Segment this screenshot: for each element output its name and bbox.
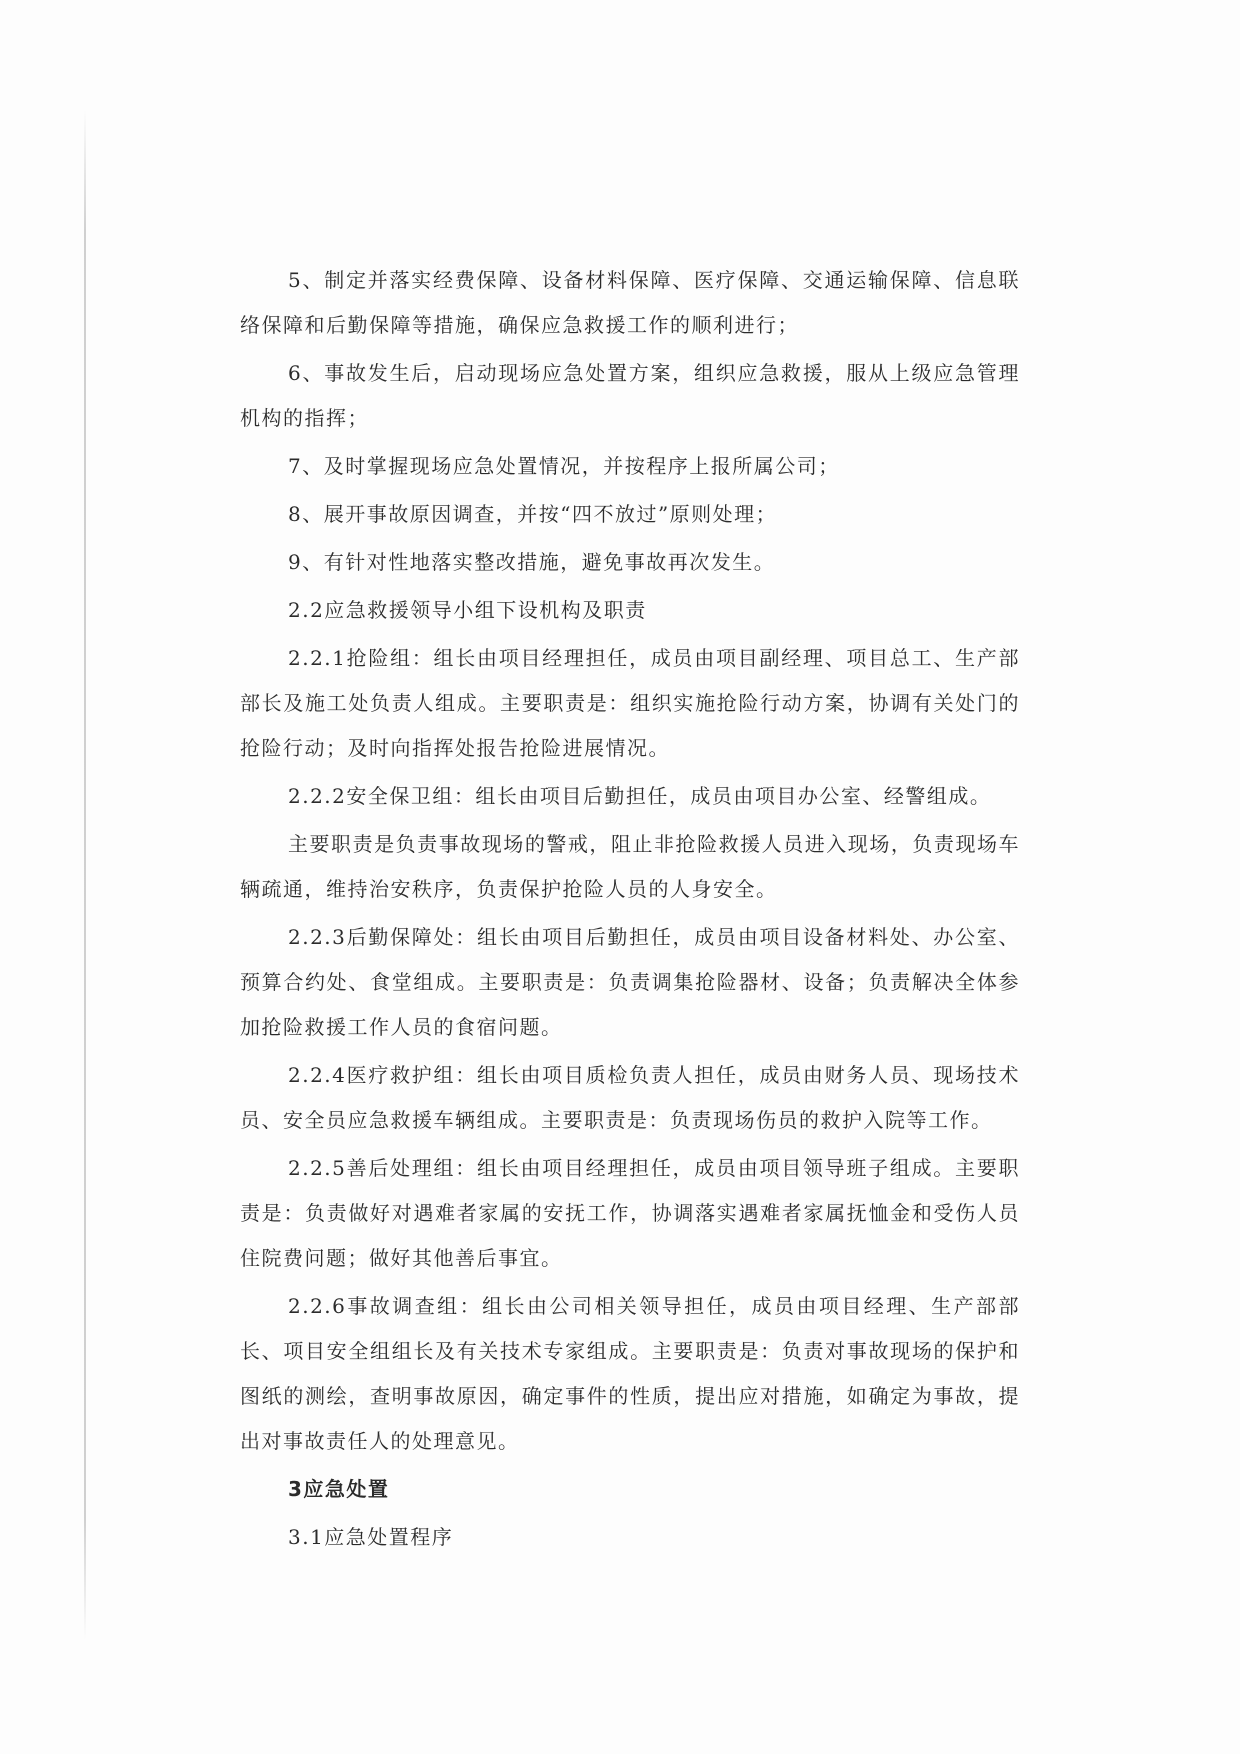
paragraph-2-2-1: 2.2.1抢险组：组长由项目经理担任，成员由项目副经理、项目总工、生产部部长及施工处负责人组成。主要职责是：组织实施抢险行动方案，协调有关处门的抢险行动；及时向指挥处报告抢险进展情况。 <box>240 646 1020 760</box>
paragraph-2-2-3: 2.2.3后勤保障处：组长由项目后勤担任，成员由项目设备材料处、办公室、预算合约处、食堂组成。主要职责是：负责调集抢险器材、设备；负责解决全体参加抢险救援工作人员的食宿问题。 <box>240 925 1020 1039</box>
paragraph-item-9: 9、有针对性地落实整改措施，避免事故再次发生。 <box>288 550 776 574</box>
subheading-3-1: 3.1应急处置程序 <box>288 1525 454 1549</box>
paragraph-item-5: 5、制定并落实经费保障、设备材料保障、医疗保障、交通运输保障、信息联络保障和后勤保障等措施，确保应急救援工作的顺利进行； <box>240 268 1020 337</box>
scan-binding-edge <box>84 110 86 1640</box>
paragraph-2-2-5: 2.2.5善后处理组：组长由项目经理担任，成员由项目领导班子组成。主要职责是：负责做好对遇难者家属的安抚工作，协调落实遇难者家属抚恤金和受伤人员住院费问题；做好其他善后事宜。 <box>240 1156 1020 1270</box>
paragraph-item-8: 8、展开事故原因调查，并按“四不放过”原则处理； <box>288 502 778 526</box>
subheading-2-2: 2.2应急救援领导小组下设机构及职责 <box>288 598 647 622</box>
paragraph-2-2-6: 2.2.6事故调查组：组长由公司相关领导担任，成员由项目经理、生产部部长、项目安全组组长及有关技术专家组成。主要职责是：负责对事故现场的保护和图纸的测绘，查明事故原因，确定事件的性质，提出应对措施，如确定为事故，提出对事故责任人的处理意见。 <box>240 1294 1020 1453</box>
section-heading-3: 3应急处置 <box>288 1477 390 1501</box>
paragraph-item-6: 6、事故发生后，启动现场应急处置方案，组织应急救援，服从上级应急管理机构的指挥； <box>240 361 1020 430</box>
document-body <box>240 258 1020 1560</box>
paragraph-2-2-2-duties: 主要职责是负责事故现场的警戒，阻止非抢险救援人员进入现场，负责现场车辆疏通，维持治安秩序，负责保护抢险人员的人身安全。 <box>240 832 1020 901</box>
paragraph-2-2-4: 2.2.4医疗救护组：组长由项目质检负责人担任，成员由财务人员、现场技术员、安全员应急救援车辆组成。主要职责是：负责现场伤员的救护入院等工作。 <box>240 1063 1020 1132</box>
paragraph-item-7: 7、及时掌握现场应急处置情况，并按程序上报所属公司； <box>288 454 840 478</box>
paragraph-2-2-2: 2.2.2安全保卫组：组长由项目后勤担任，成员由项目办公室、经警组成。 <box>288 784 992 808</box>
